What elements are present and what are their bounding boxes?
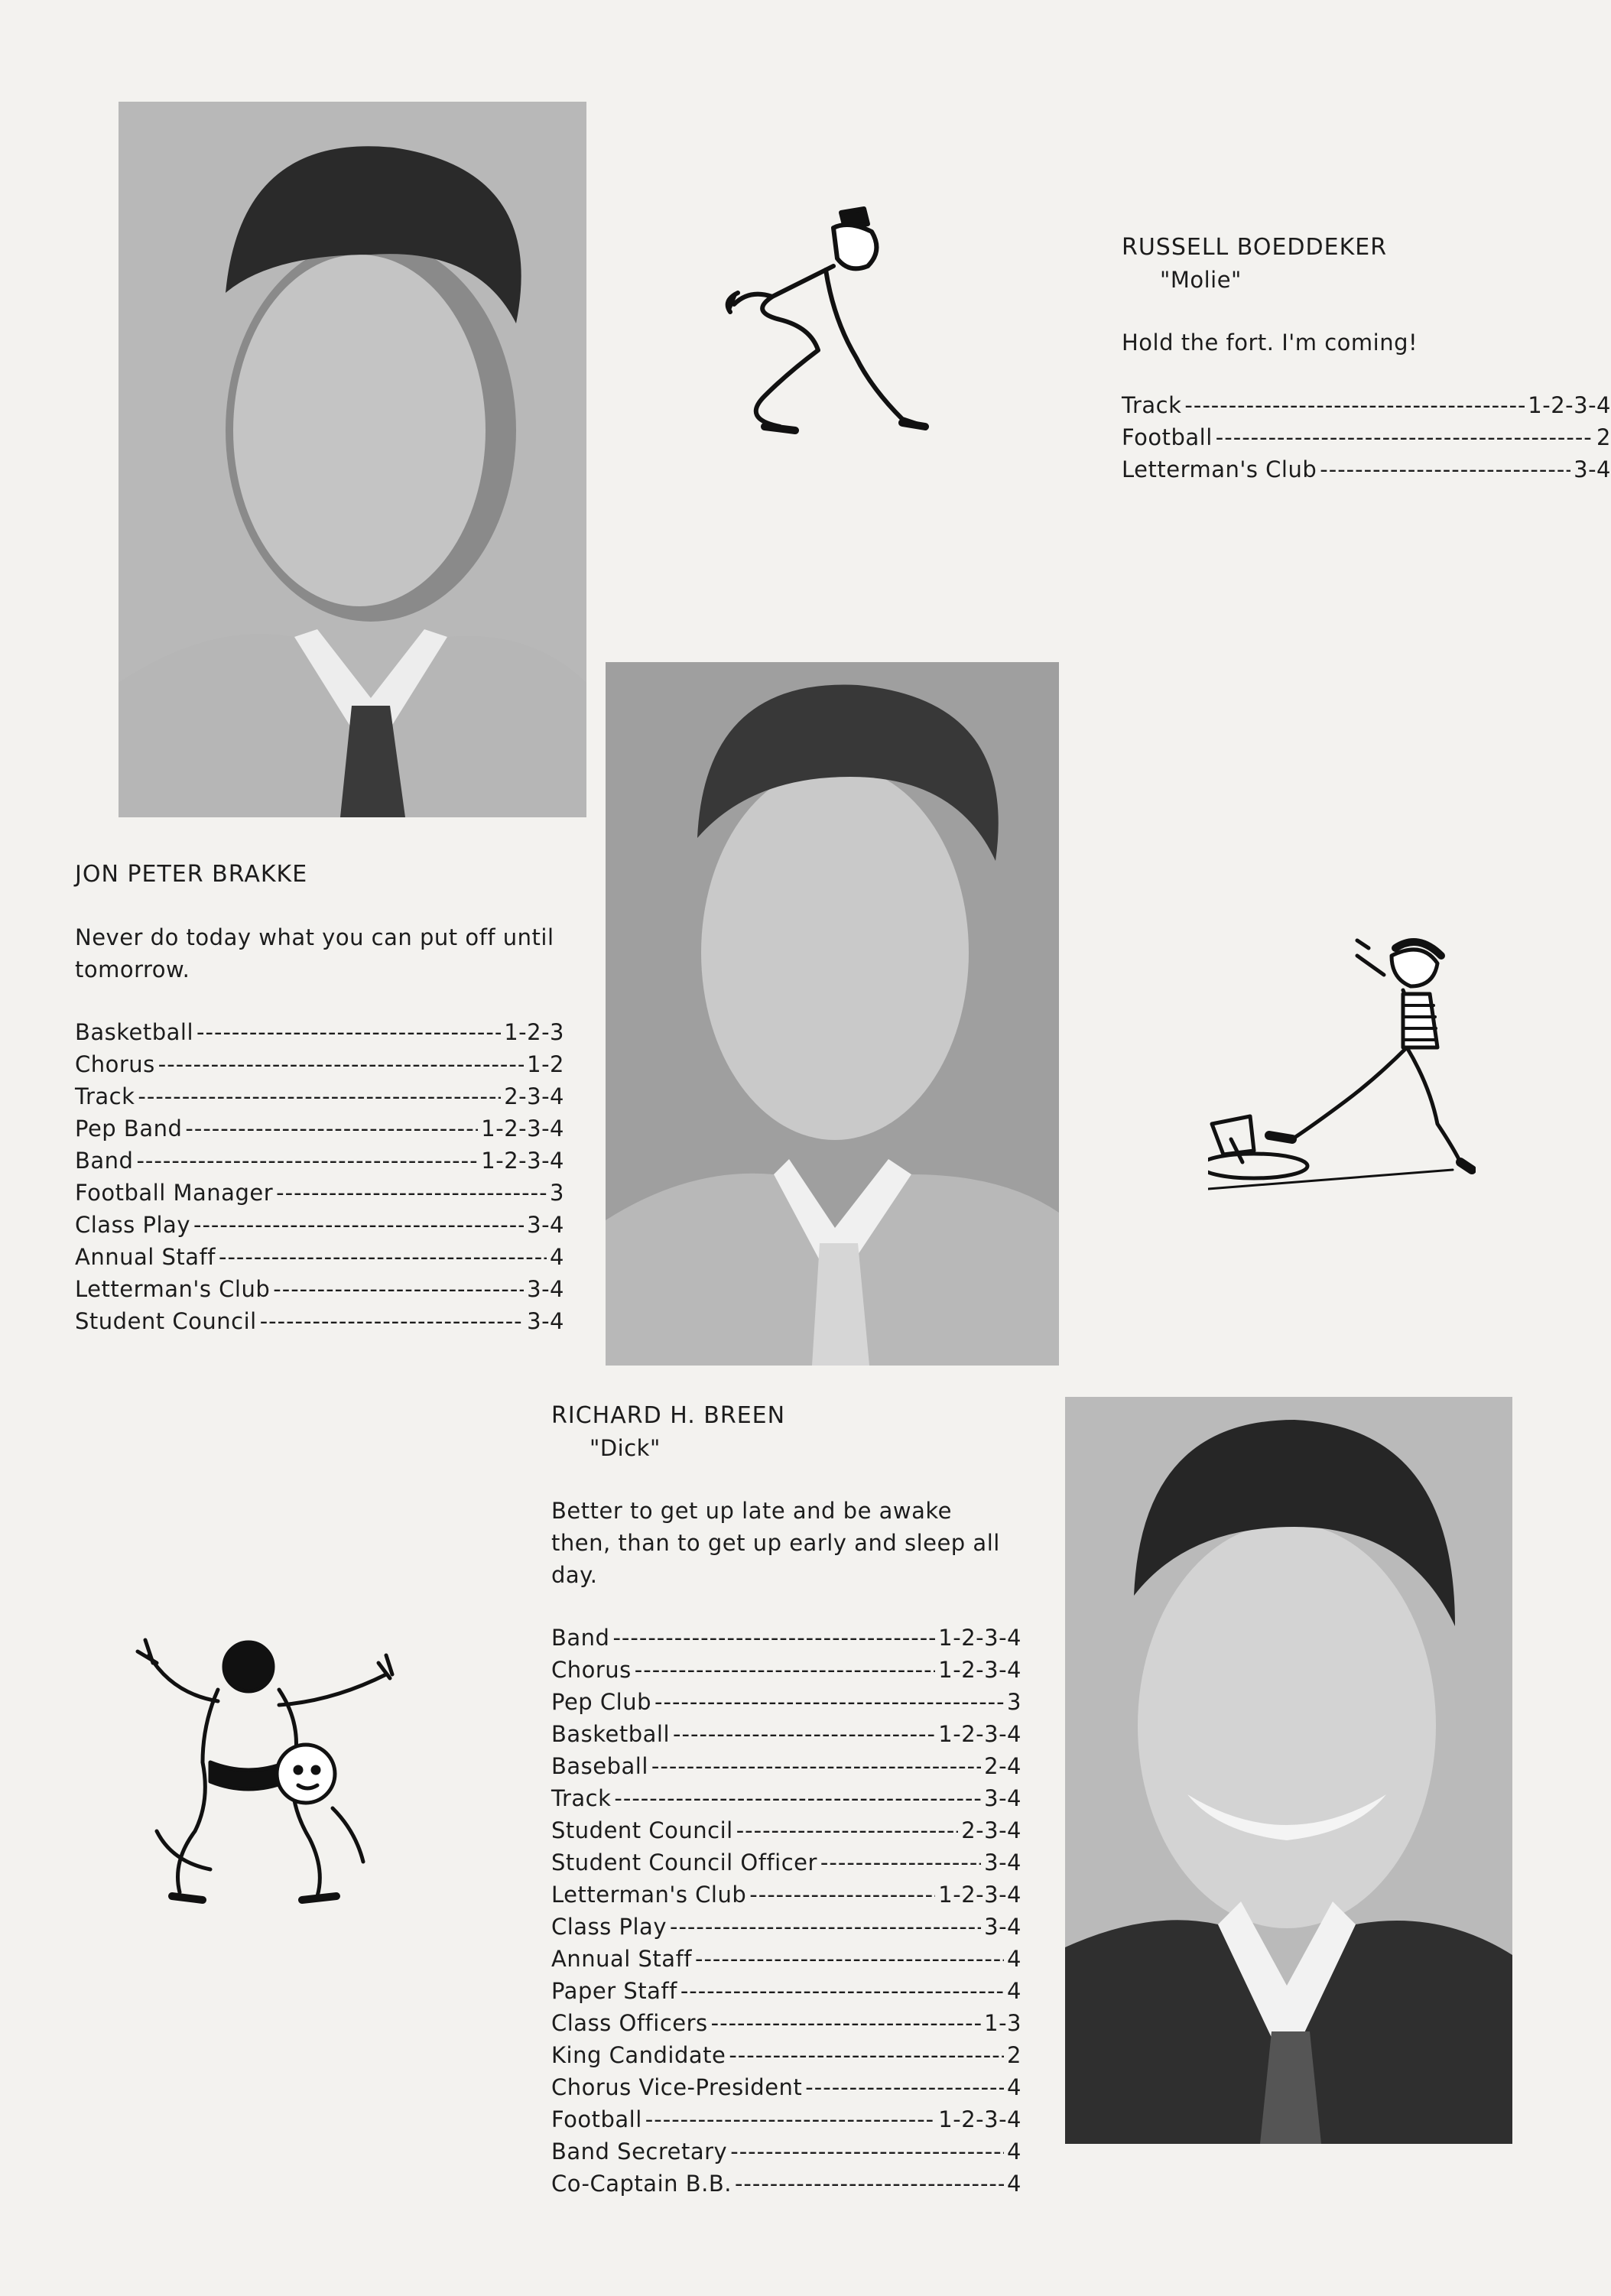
wrestlers-cartoon-icon bbox=[126, 1632, 417, 1923]
activity-row bbox=[551, 2135, 1021, 2168]
activity-row bbox=[551, 2168, 1021, 2200]
activity-row bbox=[1122, 389, 1611, 421]
walking-man-cartoon-icon bbox=[1208, 933, 1476, 1254]
activity-years: 1-3 bbox=[984, 2010, 1021, 2036]
activity-row bbox=[1122, 421, 1611, 453]
portrait-photo-breen-dick bbox=[1065, 1397, 1512, 2144]
activity-years: 3-4 bbox=[527, 1308, 564, 1334]
activity-row bbox=[551, 1911, 1021, 1943]
activity-list bbox=[1122, 389, 1611, 486]
activity-name: Band Secretary bbox=[551, 2138, 728, 2164]
activity-row bbox=[551, 2007, 1021, 2039]
portrait-photo-breen-richard bbox=[606, 662, 1059, 1366]
activity-name: Annual Staff bbox=[75, 1244, 216, 1270]
activity-years: 1-2-3-4 bbox=[938, 1882, 1021, 1908]
activity-name: Student Council Officer bbox=[551, 1849, 817, 1875]
activity-name: Chorus bbox=[551, 1657, 632, 1683]
activity-years: 3 bbox=[550, 1180, 564, 1206]
activity-years: 1-2-3-4 bbox=[481, 1148, 564, 1174]
activity-years: 4 bbox=[1007, 1978, 1021, 2004]
activity-name: Class Play bbox=[551, 1914, 667, 1940]
activity-years: 4 bbox=[1007, 2171, 1021, 2197]
activity-years: 1-2-3-4 bbox=[938, 1721, 1021, 1747]
activity-name: Letterman's Club bbox=[1122, 456, 1317, 482]
activity-row bbox=[551, 1943, 1021, 1975]
activity-name: Class Play bbox=[75, 1212, 190, 1238]
activity-name: Co-Captain B.B. bbox=[551, 2171, 732, 2197]
activity-name: Annual Staff bbox=[551, 1946, 692, 1972]
activity-name: Chorus bbox=[75, 1051, 155, 1077]
activity-row bbox=[551, 1879, 1021, 1911]
activity-name: Chorus Vice-President bbox=[551, 2074, 803, 2100]
activity-name: Football bbox=[551, 2106, 642, 2132]
activity-name: Track bbox=[75, 1083, 135, 1109]
activity-years: 3-4 bbox=[527, 1212, 564, 1238]
student-quote: Hold the fort. I'm coming! bbox=[1122, 330, 1418, 356]
activity-name: Baseball bbox=[551, 1753, 648, 1779]
activity-name: Class Officers bbox=[551, 2010, 708, 2036]
activity-name: Football Manager bbox=[75, 1180, 274, 1206]
activity-years: 2 bbox=[1007, 2042, 1021, 2068]
activity-row bbox=[551, 2071, 1021, 2103]
student-entry-breen bbox=[551, 1400, 1021, 2200]
activity-years: 1-2-3 bbox=[504, 1019, 564, 1045]
activity-years: 3-4 bbox=[984, 1849, 1021, 1875]
activity-row bbox=[75, 1080, 564, 1112]
student-name: JON PETER BRAKKE bbox=[75, 861, 308, 888]
activity-row bbox=[75, 1177, 564, 1209]
activity-name: Band bbox=[551, 1625, 610, 1651]
activity-row bbox=[551, 1686, 1021, 1718]
student-entry-boeddeker bbox=[1122, 232, 1611, 486]
activity-row bbox=[75, 1209, 564, 1241]
activity-years: 1-2-3-4 bbox=[481, 1116, 564, 1142]
activity-row bbox=[551, 1654, 1021, 1686]
activity-row bbox=[551, 2039, 1021, 2071]
activity-row bbox=[551, 1622, 1021, 1654]
activity-row bbox=[551, 1846, 1021, 1879]
activity-name: King Candidate bbox=[551, 2042, 726, 2068]
activity-row bbox=[551, 1750, 1021, 1782]
student-entry-brakke bbox=[75, 859, 564, 1337]
activity-years: 2-4 bbox=[984, 1753, 1021, 1779]
activity-name: Pep Club bbox=[551, 1689, 652, 1715]
activity-row bbox=[551, 1782, 1021, 1814]
activity-row bbox=[551, 1975, 1021, 2007]
activity-row bbox=[551, 1814, 1021, 1846]
activity-years: 1-2-3-4 bbox=[938, 1625, 1021, 1651]
activity-years: 3-4 bbox=[984, 1785, 1021, 1811]
activity-name: Student Council bbox=[75, 1308, 257, 1334]
activity-years: 4 bbox=[1007, 2074, 1021, 2100]
activity-name: Band bbox=[75, 1148, 134, 1174]
student-quote: Better to get up late and be awake then, than to get up early and sleep all day. bbox=[551, 1498, 1000, 1588]
activity-years: 4 bbox=[550, 1244, 564, 1270]
activity-years: 2-3-4 bbox=[961, 1817, 1021, 1843]
activity-name: Letterman's Club bbox=[551, 1882, 747, 1908]
activity-name: Paper Staff bbox=[551, 1978, 677, 2004]
activity-name: Track bbox=[551, 1785, 612, 1811]
activity-row bbox=[75, 1016, 564, 1048]
activity-row bbox=[75, 1273, 564, 1305]
activity-years: 3-4 bbox=[527, 1276, 564, 1302]
activity-years: 3 bbox=[1007, 1689, 1021, 1715]
student-nickname: "Molie" bbox=[1160, 267, 1242, 293]
activity-name: Track bbox=[1122, 392, 1182, 418]
activity-years: 1-2-3-4 bbox=[938, 2106, 1021, 2132]
activity-list bbox=[551, 1622, 1021, 2200]
student-nickname: "Dick" bbox=[590, 1435, 661, 1461]
activity-row bbox=[75, 1241, 564, 1273]
activity-name: Basketball bbox=[551, 1721, 671, 1747]
activity-name: Basketball bbox=[75, 1019, 194, 1045]
activity-name: Student Council bbox=[551, 1817, 733, 1843]
activity-row bbox=[75, 1305, 564, 1337]
student-quote: Never do today what you can put off until tomorrow. bbox=[75, 924, 554, 982]
activity-name: Football bbox=[1122, 424, 1213, 450]
activity-name: Letterman's Club bbox=[75, 1276, 271, 1302]
activity-years: 1-2-3-4 bbox=[938, 1657, 1021, 1683]
activity-row bbox=[75, 1145, 564, 1177]
activity-years: 2-3-4 bbox=[504, 1083, 564, 1109]
student-name: RUSSELL BOEDDEKER bbox=[1122, 234, 1388, 261]
activity-years: 1-2-3-4 bbox=[1528, 392, 1611, 418]
activity-years: 1-2 bbox=[527, 1051, 564, 1077]
activity-years: 3-4 bbox=[1574, 456, 1611, 482]
activity-years: 2 bbox=[1596, 424, 1611, 450]
activity-name: Pep Band bbox=[75, 1116, 183, 1142]
activity-row bbox=[551, 1718, 1021, 1750]
activity-row bbox=[75, 1112, 564, 1145]
activity-years: 4 bbox=[1007, 2138, 1021, 2164]
activity-row bbox=[551, 2103, 1021, 2135]
student-name: RICHARD H. BREEN bbox=[551, 1402, 786, 1429]
activity-row bbox=[1122, 453, 1611, 486]
running-man-cartoon-icon bbox=[719, 197, 929, 450]
activity-years: 3-4 bbox=[984, 1914, 1021, 1940]
activity-list bbox=[75, 1016, 564, 1337]
activity-years: 4 bbox=[1007, 1946, 1021, 1972]
activity-row bbox=[75, 1048, 564, 1080]
portrait-photo-brakke bbox=[119, 102, 586, 817]
